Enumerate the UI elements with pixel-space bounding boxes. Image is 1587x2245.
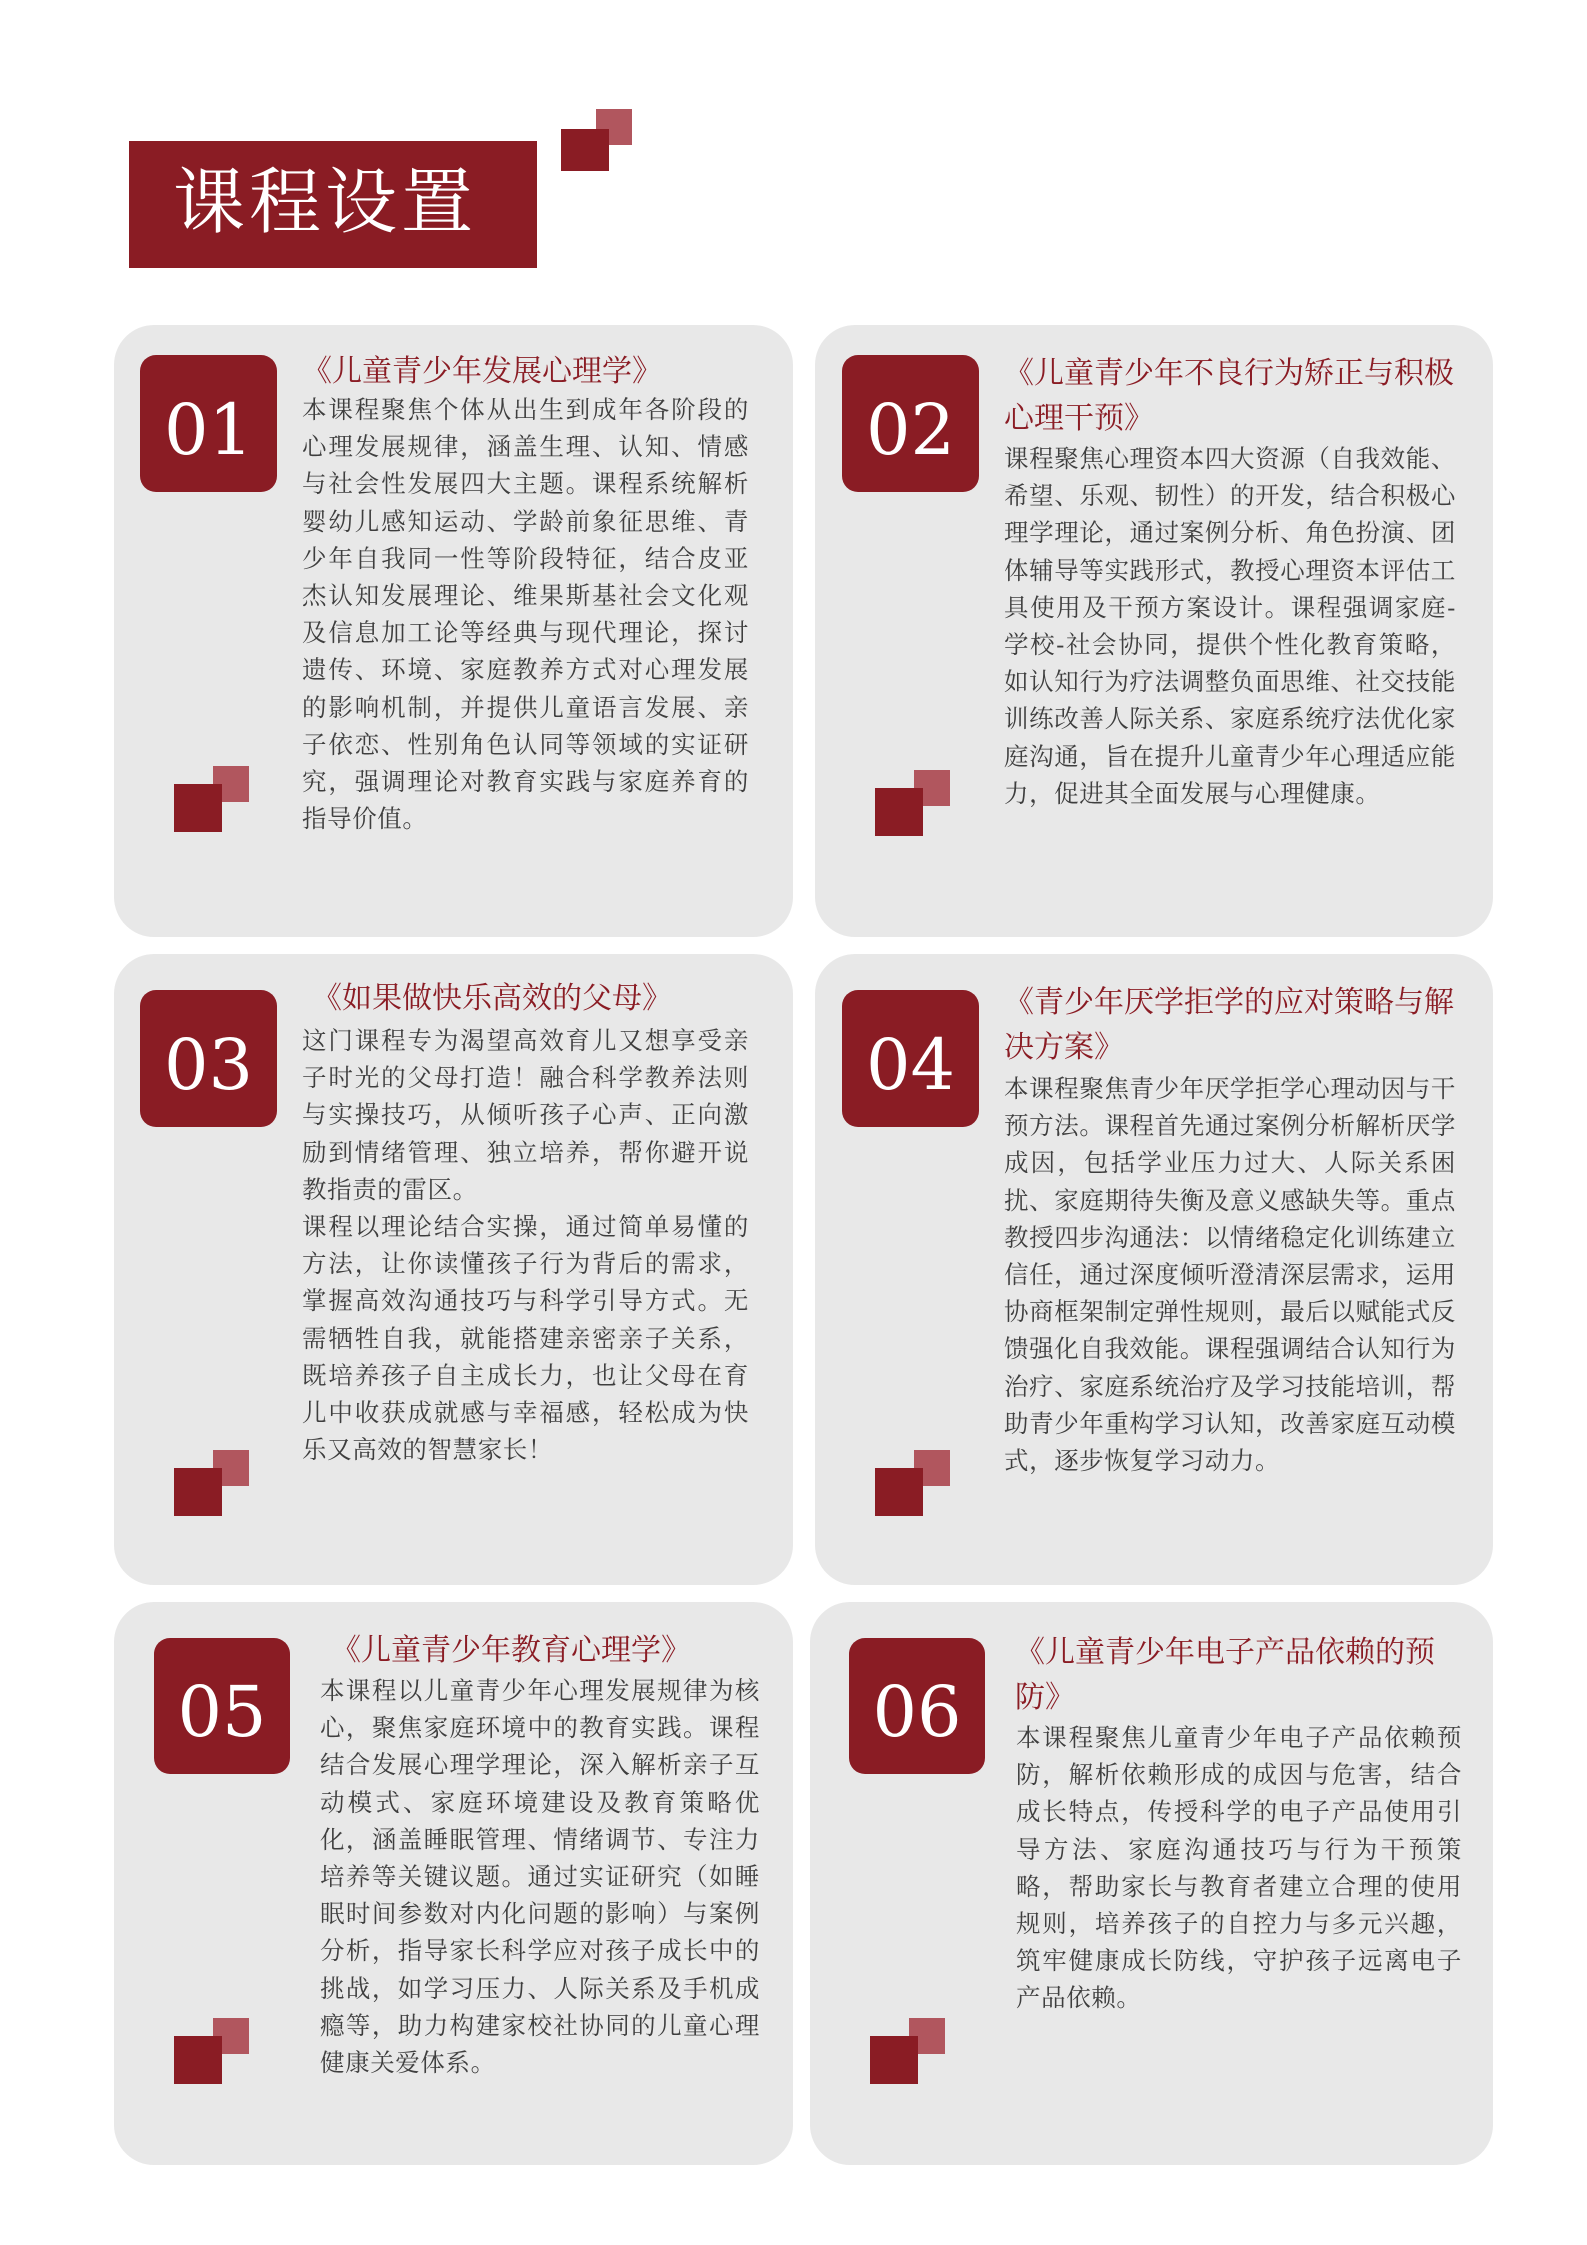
course-card-01 — [114, 325, 793, 937]
course-number-badge: 02 — [842, 355, 979, 492]
course-number-badge: 03 — [140, 990, 277, 1127]
course-paragraph: 课程以理论结合实操，通过简单易懂的方法，让你读懂孩子行为背后的需求，掌握高效沟通技巧与科学引导方式。无需牺牲自我，就能搭建亲密亲子关系，既培养孩子自主成长力，也让父母在育儿中收获成就感与幸福感，轻松成为快乐又高效的智慧家长！ — [302, 1212, 749, 1465]
course-number-badge: 06 — [849, 1638, 985, 1774]
course-card-05 — [114, 1602, 793, 2165]
course-paragraph: 本课程以儿童青少年心理发展规律为核心，聚焦家庭环境中的教育实践。课程结合发展心理学理论，深入解析亲子互动模式、家庭环境建设及教育策略优化，涵盖睡眠管理、情绪调节、专注力培养等关键议题。通过实证研究（如睡眠时间参数对内化问题的影响）与案例分析，指导家长科学应对孩子成长中的挑战，如学习压力、人际关系及手机成瘾等，助力构建家校社协同的儿童心理健康关爱体系。 — [320, 1676, 760, 2078]
decorative-square-icon — [174, 2036, 222, 2084]
course-description — [302, 1022, 749, 1468]
course-paragraph: 这门课程专为渴望高效育儿又想享受亲子时光的父母打造！融合科学教养法则与实操技巧，从倾听孩子心声、正向激励到情绪管理、独立培养，帮你避开说教指责的雷区。 — [302, 1026, 749, 1204]
course-title: 《如果做快乐高效的父母》 — [312, 981, 672, 1016]
course-description — [1004, 440, 1456, 812]
course-title: 《青少年厌学拒学的应对策略与解决方案》 — [1004, 985, 1454, 1065]
decorative-square-icon — [561, 129, 609, 171]
course-card-02 — [815, 325, 1493, 937]
course-paragraph: 本课程聚焦儿童青少年电子产品依赖预防，解析依赖形成的成因与危害，结合成长特点，传授科学的电子产品使用引导方法、家庭沟通技巧与行为干预策略，帮助家长与教育者建立合理的使用规则，培养孩子的自控力与多元兴趣，筑牢健康成长防线，守护孩子远离电子产品依赖。 — [1016, 1723, 1462, 2013]
course-title: 《儿童青少年电子产品依赖的预防》 — [1015, 1635, 1435, 1715]
course-paragraph: 课程聚焦心理资本四大资源（自我效能、希望、乐观、韧性）的开发，结合积极心理学理论，通过案例分析、角色扮演、团体辅导等实践形式，教授心理资本评估工具使用及干预方案设计。课程强调家庭-学校-社会协同，提供个性化教育策略，如认知行为疗法调整负面思维、社交技能训练改善人际关系、家庭系统疗法优化家庭沟通，旨在提升儿童青少年心理适应能力，促进其全面发展与心理健康。 — [1004, 444, 1456, 808]
decorative-square-icon — [875, 788, 923, 836]
page-title-banner — [129, 141, 537, 268]
course-card-03 — [114, 954, 793, 1585]
course-paragraph: 本课程聚焦个体从出生到成年各阶段的心理发展规律，涵盖生理、认知、情感与社会性发展四大主题。课程系统解析婴幼儿感知运动、学龄前象征思维、青少年自我同一性等阶段特征，结合皮亚杰认知发展理论、维果斯基社会文化观及信息加工论等经典与现代理论，探讨遗传、环境、家庭教养方式对心理发展的影响机制，并提供儿童语言发展、亲子依恋、性别角色认同等领域的实证研究，强调理论对教育实践与家庭养育的指导价值。 — [302, 395, 749, 834]
course-title: 《儿童青少年发展心理学》 — [302, 354, 662, 389]
course-number-badge: 01 — [140, 355, 277, 492]
course-title: 《儿童青少年教育心理学》 — [331, 1633, 691, 1668]
course-description — [1004, 1070, 1456, 1479]
course-description — [320, 1672, 760, 2081]
course-number-badge: 04 — [842, 990, 979, 1127]
course-description — [1016, 1719, 1462, 2017]
course-card-04 — [815, 954, 1493, 1585]
course-title: 《儿童青少年不良行为矫正与积极心理干预》 — [1004, 356, 1454, 436]
page-title: 课程设置 — [173, 160, 478, 244]
decorative-square-icon — [870, 2036, 918, 2084]
course-number-badge: 05 — [154, 1638, 290, 1774]
decorative-square-icon — [174, 784, 222, 832]
course-description — [302, 391, 749, 837]
course-card-06 — [810, 1602, 1493, 2165]
course-paragraph: 本课程聚焦青少年厌学拒学心理动因与干预方法。课程首先通过案例分析解析厌学成因，包括学业压力过大、人际关系困扰、家庭期待失衡及意义感缺失等。重点教授四步沟通法：以情绪稳定化训练建立信任，通过深度倾听澄清深层需求，运用协商框架制定弹性规则，最后以赋能式反馈强化自我效能。课程强调结合认知行为治疗、家庭系统治疗及学习技能培训，帮助青少年重构学习认知，改善家庭互动模式，逐步恢复学习动力。 — [1004, 1074, 1456, 1476]
decorative-square-icon — [174, 1468, 222, 1516]
decorative-square-icon — [875, 1468, 923, 1516]
